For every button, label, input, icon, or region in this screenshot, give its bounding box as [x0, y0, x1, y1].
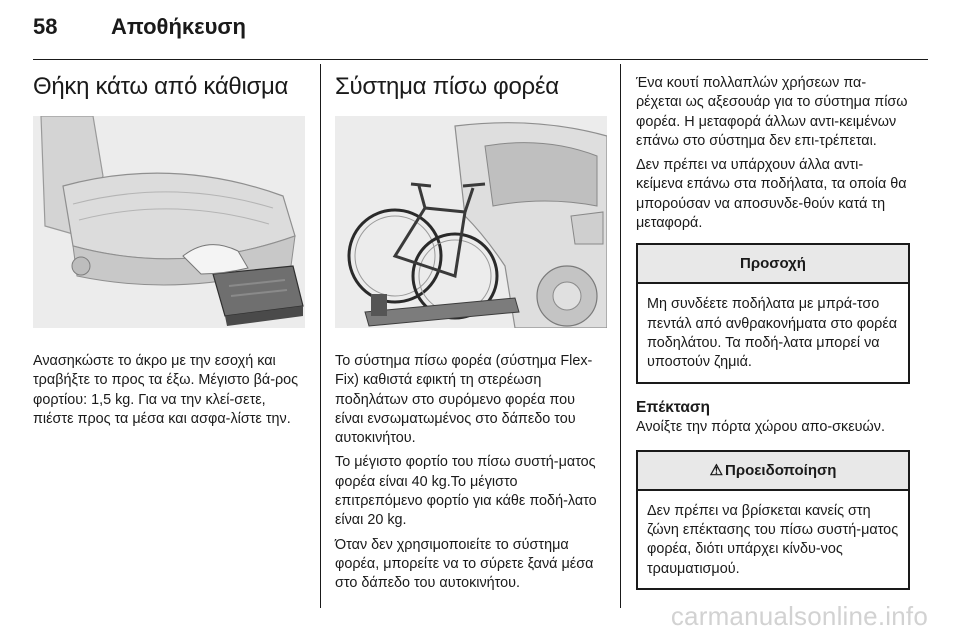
running-title: Αποθήκευση: [111, 14, 246, 39]
header-rule: [33, 59, 928, 60]
column-rear-carrier: [335, 72, 607, 599]
section-title-rear-carrier: Σύστημα πίσω φορέα: [335, 73, 559, 100]
carrier-paragraph-1: Το σύστημα πίσω φορέα (σύστημα Flex-Fix) καθιστά εφικτή τη στερέωση ποδηλάτων στο συρόμενο φορέα που είναι ενσωματωμένος στο δάπεδο του αυτοκινήτου.: [335, 353, 593, 447]
seat-drawer-paragraph: Ανασηκώστε το άκρο με την εσοχή και τραβήξτε το προς τα έξω. Μέγιστο βά-ρος φορτίου: 1,5 kg. Για να την κλεί-σετε, πιέστε προς τα μέσα και ασφα-λίστε την.: [33, 353, 299, 427]
section-title-seat-drawer: Θήκη κάτω από κάθισμα: [33, 73, 289, 100]
page-header: [33, 14, 246, 54]
column-seat-drawer: [33, 72, 305, 434]
caution-heading: Προσοχή: [638, 245, 908, 284]
watermark: carmanualsonline.info: [670, 601, 928, 631]
extension-title: Επέκταση: [636, 398, 710, 416]
caution-box: [636, 243, 910, 383]
loose-items-paragraph: Δεν πρέπει να υπάρχουν άλλα αντι-κείμενα επάνω στα ποδήλατα, τα οποία θα μπορούσαν να αποσυνδε-θούν κατά τη μεταφορά.: [636, 157, 907, 232]
multibox-paragraph: Ένα κουτί πολλαπλών χρήσεων πα-ρέχεται ως αξεσουάρ για το σύστημα πίσω φορέα. Η μεταφορά άλλων αντι-κειμένων επάνω στο σύστημα δεν επι-τρέπεται.: [636, 75, 908, 149]
warning-text: Δεν πρέπει να βρίσκεται κανείς στη ζώνη επέκτασης του πίσω συστή-ματος φορέα, διότι υπάρχει κίνδυ-νος τραυματισμού.: [647, 502, 899, 577]
warning-heading-label: Προειδοποίηση: [725, 461, 837, 479]
column-divider-right: [620, 64, 621, 608]
carrier-paragraph-3: Όταν δεν χρησιμοποιείτε το σύστημα φορέα, μπορείτε να το σύρετε ξανά μέσα στο δάπεδο του αυτοκινήτου.: [335, 536, 594, 592]
caution-text: Μη συνδέετε ποδήλατα με μπρά-τσο πεντάλ από ανθρακονήματα στο φορέα ποδηλάτου. Τα ποδή-λατα μπορεί να υποστούν ζημιά.: [647, 296, 898, 371]
bicycle-carrier-illustration: [335, 116, 607, 328]
seat-drawer-illustration: [33, 116, 305, 328]
column-divider-left: [320, 64, 321, 608]
carrier-paragraph-2: Το μέγιστο φορτίο του πίσω συστή-ματος φορέα είναι 40 kg.Το μέγιστο επιτρεπόμενο φορτίο για κάθε ποδή-λατο είναι 20 kg.: [335, 454, 597, 529]
page-number: 58: [33, 14, 58, 39]
warning-triangle-icon: ⚠: [709, 462, 724, 480]
warning-box: [636, 450, 910, 590]
column-carrier-continued: [636, 74, 910, 604]
warning-heading: [638, 452, 908, 491]
extension-paragraph: Ανοίξτε την πόρτα χώρου απο-σκευών.: [636, 418, 885, 435]
